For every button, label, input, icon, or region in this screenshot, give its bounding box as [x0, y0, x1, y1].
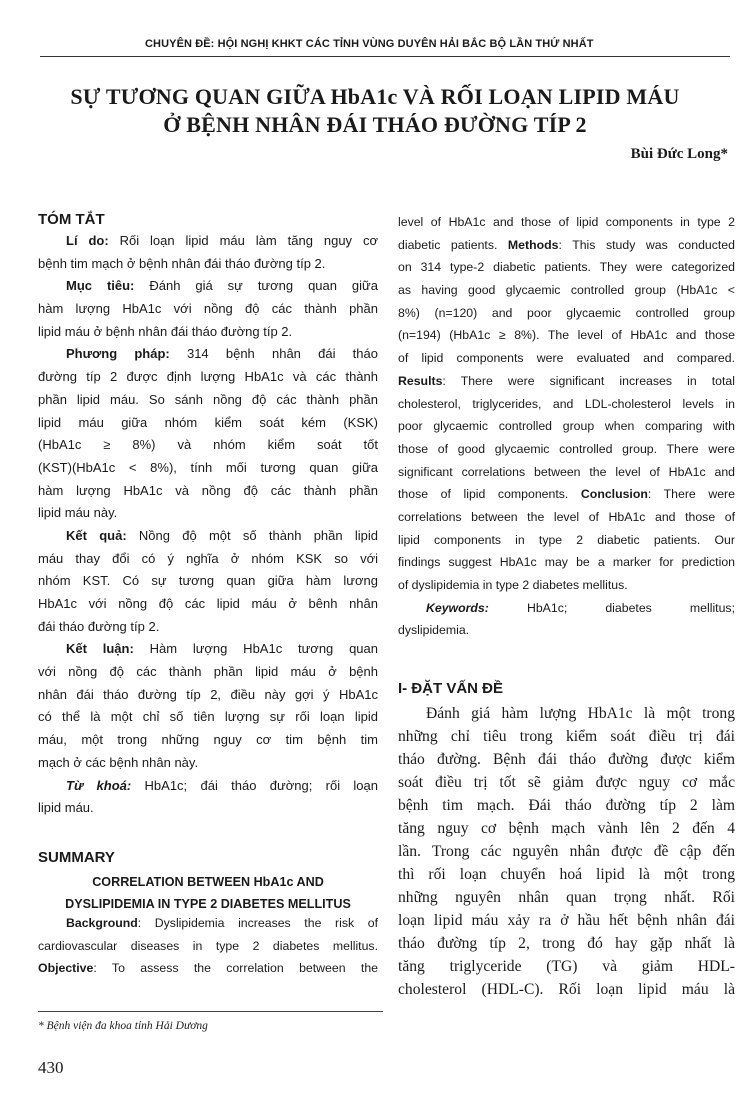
line-text: Đánh giá sự tương quan giữa	[134, 278, 378, 294]
line-text: với nồng độ các thành phần lipid máu ở bệnh	[38, 664, 378, 680]
text-line	[398, 978, 735, 1001]
line-text: Rối loạn lipid máu làm tăng nguy cơ	[108, 233, 378, 248]
text-line	[398, 955, 735, 978]
paragraph-label: Results	[398, 373, 443, 388]
article-title-line-1: SỰ TƯƠNG QUAN GIỮA HbA1c VÀ RỐI LOẠN LIPID MÁU	[70, 84, 680, 109]
line-text: level of HbA1c and those of lipid components in type 2	[398, 215, 735, 229]
paragraph	[38, 916, 378, 984]
paragraph	[38, 528, 378, 641]
paragraph	[38, 641, 378, 777]
text-line	[398, 465, 735, 488]
article-title-line-2: Ở BỆNH NHÂN ĐÁI THÁO ĐƯỜNG TÍP 2	[163, 112, 587, 137]
footnote: * Bệnh viện đa khoa tỉnh Hải Dương	[38, 1020, 208, 1032]
text-line	[398, 840, 735, 863]
line-text: findings suggest HbA1c may be a marker for prediction	[398, 555, 735, 570]
line-text: : Dyslipidemia increases the risk of	[137, 915, 378, 930]
line-text: : There were	[647, 487, 735, 502]
left-column	[38, 207, 378, 984]
text-line	[398, 328, 735, 351]
line-text: tháo đường. Bệnh đái tháo đường được kiểm	[398, 751, 735, 769]
text-line	[398, 283, 735, 306]
line-text: significant correlations between the level of HbA1c and	[398, 464, 735, 479]
line-text: tăng nguy cơ bệnh mạch vành lên 2 đến 4	[398, 820, 735, 838]
text-line	[398, 578, 735, 601]
author-name: Bùi Đức Long*	[630, 146, 728, 162]
paragraph-label: Kết luận:	[66, 641, 134, 657]
line-text: những nguyên nhân quan trọng nhất. Rối	[398, 889, 735, 907]
line-text: as having good glycaemic controlled group (HbA1c <	[398, 283, 735, 298]
line-text: HbA1c; diabetes mellitus;	[488, 600, 735, 615]
text-line	[38, 664, 378, 687]
text-line	[38, 687, 378, 710]
line-text: Nồng độ một số thành phần lipid	[126, 527, 378, 543]
header-divider	[40, 56, 730, 57]
text-line	[398, 397, 735, 420]
paragraph-label: Conclusion	[580, 487, 648, 502]
line-text: bệnh tim mạch ở bệnh nhân đái tháo đường típ 2.	[38, 255, 326, 271]
text-line	[38, 301, 378, 324]
line-text: đường típ 2 được định lượng HbA1c và các thành	[38, 369, 378, 385]
text-line	[398, 771, 735, 794]
line-text: those of lipid components.	[398, 487, 581, 502]
line-text: : There were significant increases in total	[442, 373, 735, 388]
line-text: on 314 type-2 diabetic patients. They were categorized	[398, 260, 735, 275]
text-line	[398, 533, 735, 556]
text-line	[398, 702, 735, 725]
line-text: cholesterol (HDL-C). Rối loạn lipid máu là	[398, 981, 735, 999]
summary-title: CORRELATION BETWEEN HbA1c AND	[92, 874, 324, 889]
text-line	[38, 505, 378, 528]
text-line	[38, 528, 378, 551]
line-text: correlations between the level of HbA1c and those of	[398, 509, 735, 524]
text-line	[398, 555, 735, 578]
line-text: nhân đái tháo đường típ 2, điều này gợi ý HbA1c	[38, 686, 378, 702]
line-text: 314 bệnh nhân đái tháo	[169, 346, 378, 362]
line-text: (KST)(HbA1c < 8%), tính mối tương quan giữa	[38, 459, 378, 475]
text-line	[398, 487, 735, 510]
line-text: mạch ở các bệnh nhân này.	[38, 754, 199, 770]
line-text: lipid máu ở bệnh nhân đái tháo đường típ 2.	[38, 323, 293, 339]
line-text: of lipid components were evaluated and compared.	[398, 351, 735, 366]
line-text: phần lipid máu. So sánh nồng độ các thành phần	[38, 391, 378, 407]
line-text: bệnh tim mạch. Đái tháo đường típ 2 làm	[398, 797, 735, 815]
line-text: (HbA1c ≥ 8%) và nhóm kiểm soát tốt	[38, 437, 378, 453]
line-text: HbA1c; đái tháo đường; rối loạn	[131, 777, 378, 793]
summary-title: DYSLIPIDEMIA IN TYPE 2 DIABETES MELLITUS	[65, 897, 351, 912]
line-text: máu, một trong những nguy cơ tim bệnh tim	[38, 732, 378, 748]
spacer	[398, 646, 735, 676]
paragraph	[38, 778, 378, 823]
text-line	[398, 442, 735, 465]
text-line	[38, 778, 378, 801]
text-line	[398, 623, 735, 646]
text-line	[38, 573, 378, 596]
line-text: những chỉ tiêu trong kiểm soát điều trị đái	[398, 728, 735, 746]
text-line	[38, 939, 378, 962]
text-line	[398, 374, 735, 397]
text-line	[38, 596, 378, 619]
right-column	[398, 215, 735, 1001]
line-text: tháo đường típ 2, trong đó hay gặp nhất là	[398, 935, 735, 953]
text-line	[398, 601, 735, 624]
text-line	[38, 256, 378, 279]
line-text: lipid máu.	[38, 800, 94, 816]
text-line	[398, 238, 735, 261]
text-line	[38, 278, 378, 301]
line-text: loạn lipid máu xảy ra ở hầu hết bệnh nhân đái	[398, 912, 735, 930]
line-text: soát điều trị tốt sẽ giảm được nguy cơ mắc	[398, 774, 735, 792]
paragraph-label: Kết quả:	[66, 527, 127, 543]
text-line	[398, 909, 735, 932]
text-line	[398, 306, 735, 329]
line-text: nhóm KST. Có sự tương quan giữa hàm lương	[38, 573, 378, 589]
section-heading: TÓM TẮT	[38, 211, 105, 228]
line-text: HbA1c với nồng độ các lipid máu ở bênh nhân	[38, 596, 378, 611]
text-line	[38, 437, 378, 460]
line-text: tăng triglyceride (TG) và giảm HDL-	[398, 958, 735, 976]
text-line	[38, 460, 378, 483]
line-text: đái tháo đường típ 2.	[38, 618, 160, 634]
text-line	[398, 886, 735, 909]
text-line	[398, 817, 735, 840]
paragraph	[398, 215, 735, 601]
paragraph	[38, 233, 378, 278]
paragraph	[38, 346, 378, 528]
text-line	[38, 233, 378, 256]
section-heading: I- ĐẶT VẤN ĐỀ	[398, 680, 503, 698]
text-line	[38, 800, 378, 823]
text-line	[38, 392, 378, 415]
line-text: dyslipidemia.	[398, 623, 470, 638]
text-line	[398, 794, 735, 817]
text-line	[398, 260, 735, 283]
paragraph	[398, 702, 735, 1001]
text-line	[398, 863, 735, 886]
text-line	[38, 369, 378, 392]
line-text: of dyslipidemia in type 2 diabetes mellitus.	[398, 578, 628, 592]
paragraph	[398, 601, 735, 646]
line-text: Đánh giá hàm lượng HbA1c là một trong	[426, 705, 735, 723]
text-line	[38, 415, 378, 438]
text-line	[38, 346, 378, 369]
line-text: poor glycaemic controlled group when comparing with	[398, 419, 735, 434]
paragraph-label: Background	[66, 915, 138, 930]
text-line	[38, 916, 378, 939]
text-line	[38, 551, 378, 574]
line-text: hàm lượng HbA1c với nồng độ các thành phần	[38, 301, 378, 317]
paragraph-label: Từ khoá:	[66, 777, 132, 793]
line-text: : This study was conducted	[558, 237, 735, 252]
paragraph-label: Mục tiêu:	[66, 278, 135, 294]
text-line	[38, 324, 378, 347]
running-header: CHUYÊN ĐỀ: HỘI NGHỊ KHKT CÁC TỈNH VÙNG DUYÊN HẢI BẮC BỘ LẦN THỨ NHẤT	[145, 38, 594, 50]
footnote-divider	[38, 1011, 383, 1012]
text-line	[398, 725, 735, 748]
line-text: lần. Trong các nguyên nhân được đề cập đến	[398, 843, 735, 861]
text-line	[398, 215, 735, 238]
line-text: máu thay đổi có ý nghĩa ở nhóm KSK so với	[38, 550, 378, 566]
line-text: thì rối loạn chuyển hoá lipid là một trong	[398, 866, 735, 884]
line-text: : To assess the correlation between the	[93, 961, 378, 976]
text-line	[38, 755, 378, 778]
line-text: lipid máu này.	[38, 505, 118, 521]
text-line	[398, 748, 735, 771]
spacer	[38, 823, 378, 845]
paragraph	[38, 278, 378, 346]
text-line	[38, 709, 378, 732]
page-number: 430	[38, 1058, 64, 1077]
text-line	[38, 483, 378, 506]
text-line	[38, 961, 378, 984]
text-line	[398, 510, 735, 533]
line-text: có thể là một chỉ số tiên lượng sự rối loạn lipid	[38, 709, 378, 725]
section-heading: SUMMARY	[38, 848, 115, 866]
line-text: hàm lượng HbA1c và nồng độ các thành phần	[38, 482, 378, 498]
paragraph-label: Keywords:	[426, 600, 489, 615]
line-text: lipid máu giữa nhóm kiểm soát kém (KSK)	[38, 414, 378, 430]
text-line	[38, 732, 378, 755]
line-text: (n=194) (HbA1c ≥ 8%). The level of HbA1c and those	[398, 328, 735, 343]
paragraph-label: Objective	[38, 961, 94, 976]
line-text: cholesterol, triglycerides, and LDL-cholesterol levels in	[398, 396, 735, 411]
paragraph-label: Methods	[507, 237, 559, 252]
text-line	[38, 619, 378, 642]
line-text: 8%) (n=120) and poor glycaemic controlled group	[398, 305, 735, 320]
line-text: lipid components in type 2 diabetic patients. Our	[398, 532, 735, 547]
line-text: Hàm lượng HbA1c tương quan	[133, 641, 378, 657]
line-text: diabetic patients.	[398, 237, 508, 252]
text-line	[38, 641, 378, 664]
line-text: cardiovascular diseases in type 2 diabetes mellitus.	[38, 938, 378, 953]
paragraph-label: Phương pháp:	[66, 346, 170, 362]
text-line	[398, 351, 735, 374]
paragraph-label: Lí do:	[66, 233, 109, 248]
line-text: those of good glycaemic controlled group. There were	[398, 441, 735, 456]
text-line	[398, 419, 735, 442]
text-line	[398, 932, 735, 955]
